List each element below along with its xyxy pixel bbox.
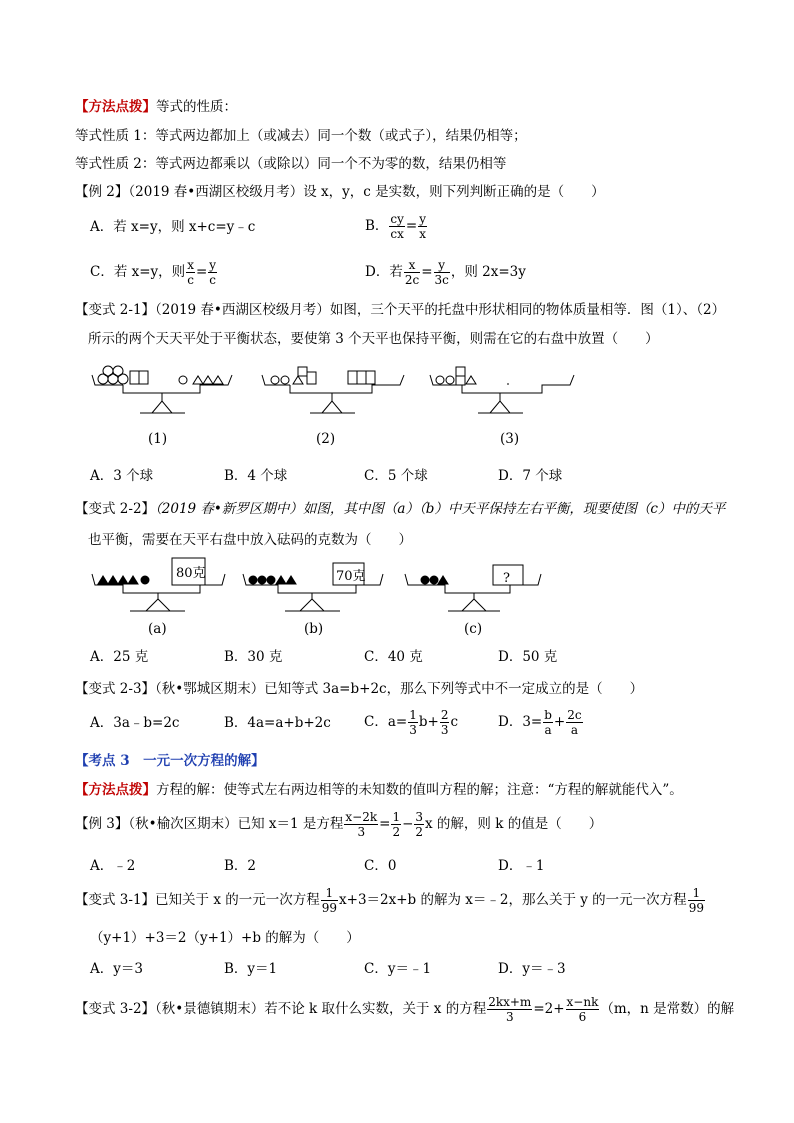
variant-3-2-question: 【变式 3-2】（秋•景德镇期末）若不论 k 取什么实数，关于 x 的方程 $\frac{2kx+m}{3}$ =2+ $\frac{x-nk}{6}$ （m，n 是常数）的解 [75,995,735,1024]
option-b[interactable]: B．2 [224,858,257,874]
figure-label: (1) [148,431,168,447]
variant-2-2-question: 【变式 2-2】（2019 春•新罗区期中）如图，其中图（a）（b）中天平保持左右平衡，现要使图（c）中的天平 [75,501,726,517]
option-c[interactable]: C．若 x=y，则 $\frac{x}{c}$ = $\frac{y}{c}$ [90,258,217,287]
variant-2-2-question-cont: 也平衡，需要在天平右盘中放入砝码的克数为（ ） [88,532,412,548]
option-c[interactable]: C．y＝﹣1 [364,961,432,977]
fraction: $\frac{2kx+m}{3}$ [488,995,532,1024]
key-point-3-heading: 【考点 3 一元一次方程的解】 [75,753,265,769]
option-a[interactable]: A．3a﹣b=2c [90,715,180,731]
fraction: $\frac{1}{2}$ [392,810,401,839]
weight-label: 80克 [176,566,206,581]
balance-figures-2 [0,555,794,615]
fraction: $\frac{cy}{cx}$ [390,212,404,241]
variant-2-1-question: 【变式 2-1】（2019 春•西湖区校级月考）如图，三个天平的托盘中形状相同的物体质量相等．图（1）、（2） [75,302,726,318]
figure-label: (b) [304,621,324,637]
example-2-question: 【例 2】（2019 春•西湖区校级月考）设 x，y，c 是实数，则下列判断正确的是（ ） [75,184,605,200]
method-tip-2: 【方法点拨】方程的解：使等式左右两边相等的未知数的值叫方程的解；注意：“方程的解就能代入”。 [75,782,683,798]
fraction: $\frac{2}{3}$ [440,708,449,737]
option-b[interactable]: B．y＝1 [224,961,278,977]
option-d[interactable]: D．若 $\frac{x}{2c}$ = $\frac{y}{3c}$ ，则 2x=3y [365,258,526,287]
variant-2-3-question: 【变式 2-3】（秋•鄂城区期末）已知等式 3a=b+2c，那么下列等式中不一定成立的是（ ） [75,681,644,697]
option-b[interactable]: B．4a=a+b+2c [224,715,331,731]
option-a[interactable]: A．﹣2 [90,858,136,874]
option-a[interactable]: A．3 个球 [90,468,154,484]
fraction: $\frac{1}{99}$ [688,886,704,915]
fraction: $\frac{x-nk}{6}$ [566,995,599,1024]
option-b[interactable]: B． $\frac{cy}{cx}$ = $\frac{y}{x}$ [365,212,427,241]
fraction: $\frac{2c}{a}$ [567,708,582,737]
fraction: $\frac{x}{2c}$ [404,258,420,287]
weight-label: ? [503,571,510,586]
option-c[interactable]: C．40 克 [364,649,423,665]
option-d[interactable]: D．﹣1 [498,858,545,874]
variant-3-1-question-cont: （y+1）+3＝2（y+1）+b 的解为（ ） [90,930,360,946]
option-d[interactable]: D．y＝﹣3 [498,961,566,977]
option-b[interactable]: B．4 个球 [224,468,288,484]
property-2: 等式性质 2：等式两边都乘以（或除以）同一个不为零的数，结果仍相等 [75,156,507,172]
option-d[interactable]: D．7 个球 [498,468,563,484]
option-c[interactable]: C．0 [364,858,397,874]
property-1: 等式性质 1：等式两边都加上（或减去）同一个数（或式子），结果仍相等； [75,128,527,144]
fraction: $\frac{1}{99}$ [321,886,338,915]
variant-3-1-question: 【变式 3-1】已知关于 x 的一元一次方程 $\frac{1}{99}$ x+3＝2x+b 的解为 x＝﹣2，那么关于 y 的一元一次方程 $\frac{1}{99}$ [75,886,704,915]
fraction: $\frac{x-2k}{3}$ [345,810,378,839]
fraction: $\frac{3}{2}$ [415,810,424,839]
fraction: $\frac{b}{a}$ [544,708,552,737]
example-3-question: 【例 3】（秋•榆次区期末）已知 x＝1 是方程 $\frac{x-2k}{3}$ = $\frac{1}{2}$ − $\frac{3}{2}$ x 的解，则 k 的值是（ ） [75,810,603,839]
option-a[interactable]: A．25 克 [90,649,149,665]
fraction: $\frac{y}{3c}$ [434,258,449,287]
method-tip-heading: 【方法点拨】等式的性质： [75,99,237,115]
variant-2-1-question-cont: 所示的两个天天平处于平衡状态，要使第 3 个天平也保持平衡，则需在它的右盘中放置（ ） [88,331,659,347]
option-a[interactable]: A．若 x=y，则 x+c=y﹣c [90,219,256,235]
weight-label: 70克 [336,569,366,584]
option-a[interactable]: A．y＝3 [90,961,143,977]
figure-label: (2) [316,431,336,447]
option-d[interactable]: D．3= $\frac{b}{a}$ + $\frac{2c}{a}$ [498,708,582,737]
balance-figures-1 [0,365,794,455]
figure-label: (3) [500,431,520,447]
fraction: $\frac{y}{x}$ [419,212,427,241]
fraction: $\frac{y}{c}$ [209,258,217,287]
option-c[interactable]: C．5 个球 [364,468,428,484]
fraction: $\frac{x}{c}$ [187,258,194,287]
figure-label: (a) [148,621,167,637]
option-b[interactable]: B．30 克 [224,649,283,665]
figure-label: (c) [464,621,483,637]
option-d[interactable]: D．50 克 [498,649,558,665]
fraction: $\frac{1}{3}$ [409,708,417,737]
option-c[interactable]: C．a= $\frac{1}{3}$ b+ $\frac{2}{3}$ c [364,708,459,737]
